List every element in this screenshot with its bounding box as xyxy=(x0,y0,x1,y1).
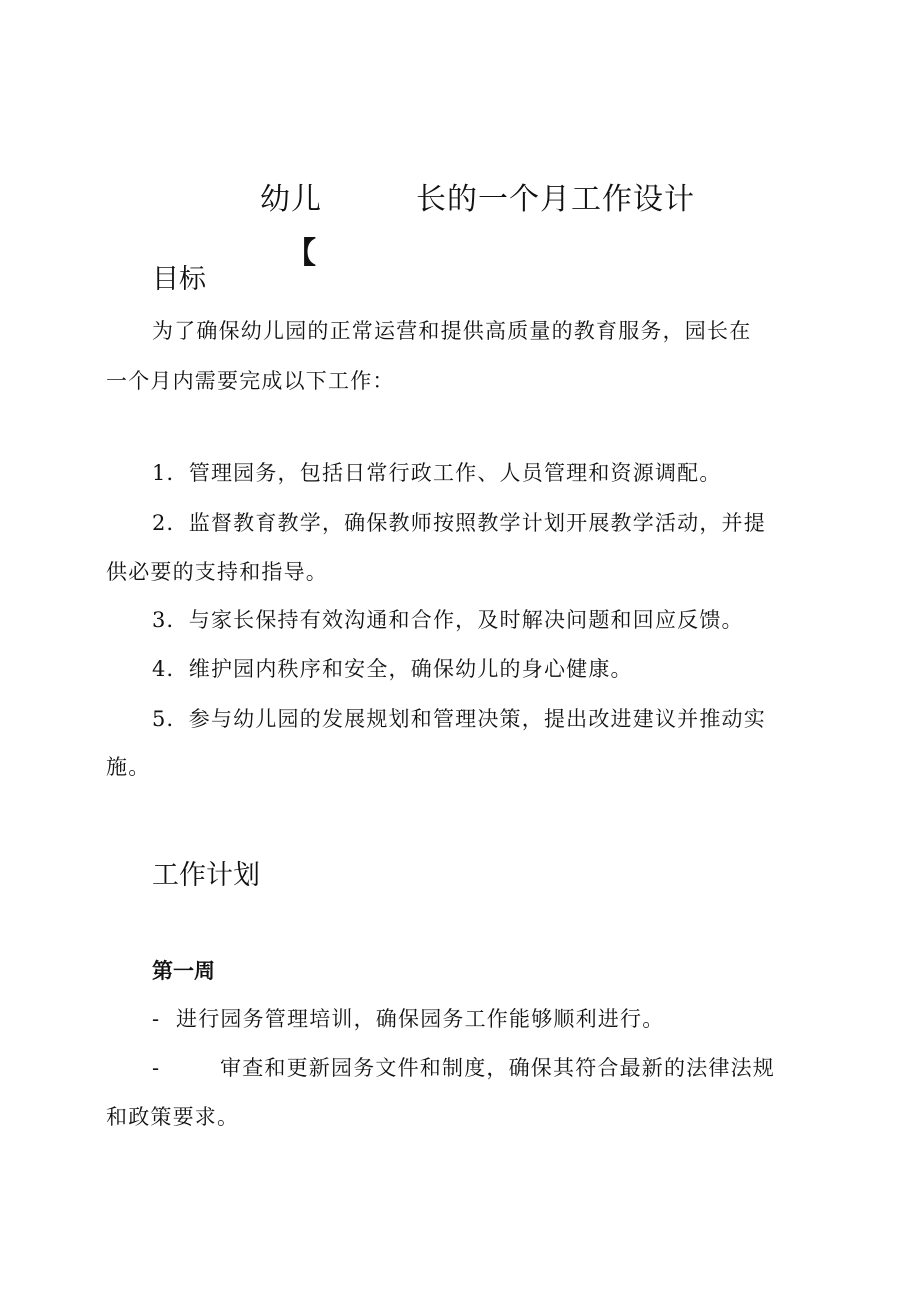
title-left-part: 幼儿 xyxy=(260,182,322,217)
goal-heading: 目标 xyxy=(152,264,206,295)
task-item-3: 3．与家长保持有效沟通和合作，及时解决问题和回应反馈。 xyxy=(152,608,744,632)
goal-intro-line-2: 一个月内需要完成以下工作： xyxy=(106,369,395,393)
task-item-2: 2．监督教育教学，确保教师按照教学计划开展教学活动，并提 xyxy=(152,511,766,535)
week-1-item-2-continued: 和政策要求。 xyxy=(106,1105,240,1129)
goal-intro-line-1: 为了确保幼儿园的正常运营和提供高质量的教育服务，园长在 xyxy=(152,319,752,343)
task-item-1: 1．管理园务，包括日常行政工作、人员管理和资源调配。 xyxy=(152,461,722,485)
week-1-item-1-dash: - xyxy=(152,1007,161,1031)
task-item-5-continued: 施。 xyxy=(106,755,151,779)
task-item-4: 4．维护园内秩序和安全，确保幼儿的身心健康。 xyxy=(152,657,633,681)
week-1-title: 第一周 xyxy=(152,959,215,983)
task-item-2-continued: 供必要的支持和指导。 xyxy=(106,560,328,584)
week-1-item-2-dash: - xyxy=(152,1056,161,1080)
title-right-part: 长的一个月工作设计 xyxy=(416,182,695,217)
title-bracket: 【 xyxy=(286,236,316,271)
week-1-item-2: 审查和更新园务文件和制度，确保其符合最新的法律法规 xyxy=(220,1056,775,1080)
task-item-5: 5．参与幼儿园的发展规划和管理决策，提出改进建议并推动实 xyxy=(152,707,766,731)
week-1-item-1: 进行园务管理培训，确保园务工作能够顺利进行。 xyxy=(176,1007,665,1031)
plan-heading: 工作计划 xyxy=(152,860,260,891)
